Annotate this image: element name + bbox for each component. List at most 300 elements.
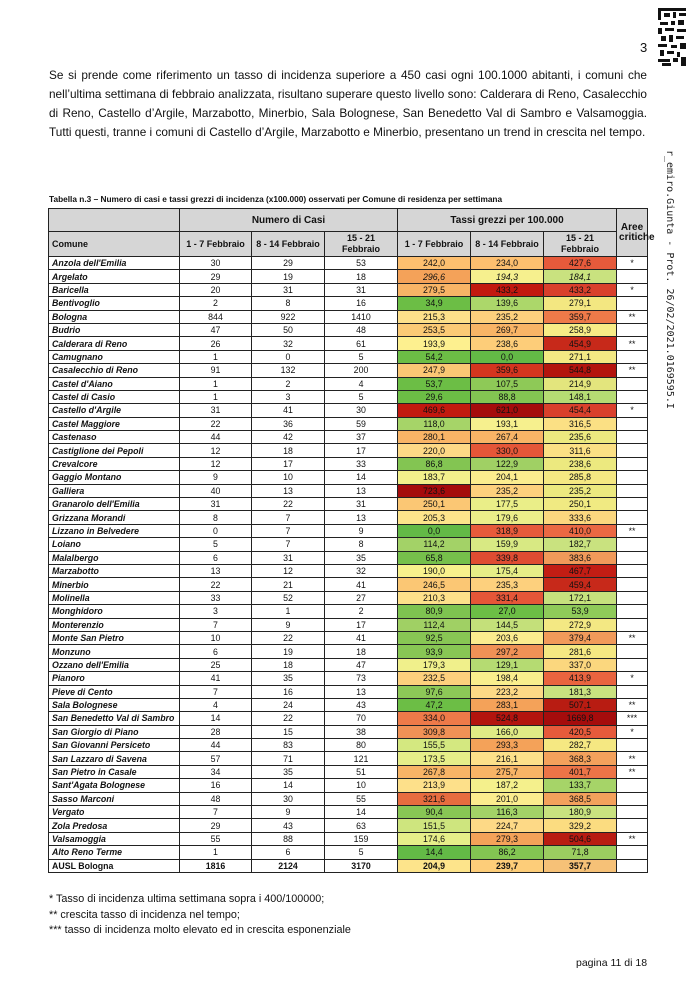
- cell-cases-week-2: 18: [252, 658, 325, 671]
- cell-cases-week-1: 20: [180, 283, 252, 296]
- cell-rate-week-3: 379,4: [544, 631, 617, 644]
- cell-comune: Calderara di Reno: [49, 337, 180, 350]
- header-rate-week-1: 1 - 7 Febbraio: [398, 232, 471, 257]
- cell-cases-week-1: 7: [180, 685, 252, 698]
- cell-rate-week-1: 220,0: [398, 444, 471, 457]
- cell-comune: Castel Maggiore: [49, 417, 180, 430]
- cell-rate-week-3: 454,4: [544, 404, 617, 417]
- cell-cases-week-2: 43: [252, 819, 325, 832]
- cell-cases-week-1: 41: [180, 672, 252, 685]
- cell-rate-week-1: 321,6: [398, 792, 471, 805]
- table-row: [49, 631, 648, 644]
- cell-rate-week-3: 272,9: [544, 618, 617, 631]
- header-cases-week-2: 8 - 14 Febbraio: [252, 232, 325, 257]
- table-row: [49, 337, 648, 350]
- cell-critical-flag: [617, 645, 648, 658]
- cell-cases-week-2: 17: [252, 457, 325, 470]
- cell-rate-week-1: 723,6: [398, 484, 471, 497]
- cell-critical-flag: [617, 685, 648, 698]
- cell-cases-week-1: 22: [180, 578, 252, 591]
- cell-rate-week-1: 118,0: [398, 417, 471, 430]
- cell-critical-flag: *: [617, 257, 648, 270]
- cell-rate-week-1: 93,9: [398, 645, 471, 658]
- cell-cases-week-3: 1410: [325, 310, 398, 323]
- cell-rate-week-2: 330,0: [471, 444, 544, 457]
- cell-comune: Crevalcore: [49, 457, 180, 470]
- table-row: [49, 257, 648, 270]
- cell-cases-week-1: 48: [180, 792, 252, 805]
- cell-rate-week-3: 53,9: [544, 605, 617, 618]
- cell-rate-week-2: 187,2: [471, 779, 544, 792]
- cell-rate-week-3: 235,2: [544, 484, 617, 497]
- cell-cases-week-2: 22: [252, 631, 325, 644]
- cell-comune: Grizzana Morandi: [49, 511, 180, 524]
- cell-rate-week-1: 267,8: [398, 765, 471, 778]
- cell-rate-week-2: 235,2: [471, 310, 544, 323]
- cell-critical-flag: *: [617, 672, 648, 685]
- cell-critical-flag: [617, 819, 648, 832]
- cell-rate-week-2: 293,3: [471, 739, 544, 752]
- cell-critical-flag: [617, 444, 648, 457]
- cell-cases-week-1: 44: [180, 431, 252, 444]
- cell-cases-week-1: 12: [180, 444, 252, 457]
- cell-comune: Valsamoggia: [49, 832, 180, 845]
- table-row: [49, 779, 648, 792]
- table-row: [49, 672, 648, 685]
- cell-cases-week-1: 57: [180, 752, 252, 765]
- cell-comune: Castenaso: [49, 431, 180, 444]
- table-row: [49, 564, 648, 577]
- cell-comune: Castel d'Aiano: [49, 377, 180, 390]
- cell-cases-week-3: 18: [325, 270, 398, 283]
- cell-cases-week-3: 3170: [325, 859, 398, 872]
- cell-rate-week-1: 34,9: [398, 297, 471, 310]
- cell-cases-week-3: 53: [325, 257, 398, 270]
- cell-critical-flag: [617, 390, 648, 403]
- cell-rate-week-1: 114,2: [398, 538, 471, 551]
- cell-comune: Monzuno: [49, 645, 180, 658]
- cell-comune: Pianoro: [49, 672, 180, 685]
- cell-rate-week-3: 410,0: [544, 524, 617, 537]
- cell-critical-flag: [617, 551, 648, 564]
- cell-rate-week-3: 467,7: [544, 564, 617, 577]
- table-row: [49, 685, 648, 698]
- cell-cases-week-1: 29: [180, 819, 252, 832]
- cell-comune: Castel di Casio: [49, 390, 180, 403]
- cell-cases-week-3: 17: [325, 444, 398, 457]
- cell-cases-week-3: 73: [325, 672, 398, 685]
- cell-cases-week-1: 1: [180, 846, 252, 859]
- cell-rate-week-2: 193,1: [471, 417, 544, 430]
- cell-cases-week-3: 31: [325, 498, 398, 511]
- cell-cases-week-1: 31: [180, 404, 252, 417]
- cell-comune: Castiglione dei Pepoli: [49, 444, 180, 457]
- cell-comune: Ozzano dell'Emilia: [49, 658, 180, 671]
- cell-cases-week-1: 55: [180, 832, 252, 845]
- intro-paragraph: Se si prende come riferimento un tasso di incidenza superiore a 450 casi ogni 100.1000 abitanti, i comuni che nell’ultima settimana di febbraio analizzata, risultano superare questo livello sono: Calderara di Reno, Casalecchio di Reno, Castello d’Argile, Marzabotto, Minerbio, Sala Bolognese, San Benedetto Val di Sambro e Valsamoggia. Tutti questi, tranne i comuni di Castello d’Argile, Marzabotto e Minerbio, presentano un trend in crescita nel tempo.: [49, 68, 647, 139]
- page-footer: pagina 11 di 18: [576, 957, 648, 969]
- cell-cases-week-2: 29: [252, 257, 325, 270]
- cell-cases-week-2: 88: [252, 832, 325, 845]
- cell-comune: Argelato: [49, 270, 180, 283]
- cell-comune: Vergato: [49, 806, 180, 819]
- cell-rate-week-2: 239,7: [471, 859, 544, 872]
- table-row: [49, 765, 648, 778]
- cell-cases-week-1: 2: [180, 297, 252, 310]
- cell-cases-week-1: 31: [180, 498, 252, 511]
- cell-rate-week-1: 247,9: [398, 364, 471, 377]
- cell-rate-week-2: 201,0: [471, 792, 544, 805]
- cell-cases-week-2: 24: [252, 698, 325, 711]
- cell-rate-week-2: 198,4: [471, 672, 544, 685]
- cell-critical-flag: [617, 859, 648, 872]
- cell-critical-flag: [617, 417, 648, 430]
- cell-rate-week-2: 235,2: [471, 484, 544, 497]
- cell-critical-flag: ***: [617, 712, 648, 725]
- cell-cases-week-2: 9: [252, 618, 325, 631]
- cell-rate-week-1: 253,5: [398, 323, 471, 336]
- cell-rate-week-3: 172,1: [544, 591, 617, 604]
- cell-rate-week-3: 413,9: [544, 672, 617, 685]
- cell-comune: Minerbio: [49, 578, 180, 591]
- cell-comune: Baricella: [49, 283, 180, 296]
- cell-cases-week-2: 16: [252, 685, 325, 698]
- note-triple-asterisk: *** tasso di incidenza molto elevato ed in crescita esponenziale: [49, 924, 351, 936]
- cell-comune: San Giovanni Persiceto: [49, 739, 180, 752]
- cell-rate-week-2: 107,5: [471, 377, 544, 390]
- cell-rate-week-1: 280,1: [398, 431, 471, 444]
- cell-rate-week-2: 175,4: [471, 564, 544, 577]
- cell-cases-week-3: 5: [325, 350, 398, 363]
- cell-critical-flag: [617, 564, 648, 577]
- cell-critical-flag: **: [617, 337, 648, 350]
- cell-rate-week-1: 204,9: [398, 859, 471, 872]
- cell-rate-week-3: 333,6: [544, 511, 617, 524]
- cell-rate-week-2: 86,2: [471, 846, 544, 859]
- cell-cases-week-2: 52: [252, 591, 325, 604]
- cell-rate-week-1: 213,9: [398, 779, 471, 792]
- cell-rate-week-3: 504,6: [544, 832, 617, 845]
- cell-rate-week-2: 234,0: [471, 257, 544, 270]
- cell-rate-week-2: 0,0: [471, 350, 544, 363]
- cell-rate-week-3: 133,7: [544, 779, 617, 792]
- cell-cases-week-1: 44: [180, 739, 252, 752]
- cell-rate-week-1: 250,1: [398, 498, 471, 511]
- table-row: [49, 792, 648, 805]
- cell-rate-week-2: 27,0: [471, 605, 544, 618]
- cell-rate-week-1: 155,5: [398, 739, 471, 752]
- cell-rate-week-2: 203,6: [471, 631, 544, 644]
- cell-cases-week-3: 27: [325, 591, 398, 604]
- cell-cases-week-3: 63: [325, 819, 398, 832]
- cell-critical-flag: [617, 270, 648, 283]
- cell-cases-week-1: 40: [180, 484, 252, 497]
- cell-critical-flag: [617, 511, 648, 524]
- cell-cases-week-1: 30: [180, 257, 252, 270]
- cell-rate-week-2: 204,1: [471, 471, 544, 484]
- cell-rate-week-2: 524,8: [471, 712, 544, 725]
- cell-comune: Sant'Agata Bolognese: [49, 779, 180, 792]
- cell-rate-week-3: 311,6: [544, 444, 617, 457]
- table-row: [49, 752, 648, 765]
- cell-cases-week-3: 13: [325, 685, 398, 698]
- cell-critical-flag: [617, 457, 648, 470]
- header-comune: Comune: [49, 232, 180, 257]
- table-row: [49, 658, 648, 671]
- cell-critical-flag: [617, 323, 648, 336]
- cell-rate-week-3: 357,7: [544, 859, 617, 872]
- cell-cases-week-2: 12: [252, 564, 325, 577]
- table-row: [49, 283, 648, 296]
- table-total-row: [49, 859, 648, 872]
- cell-rate-week-1: 179,3: [398, 658, 471, 671]
- cell-cases-week-2: 35: [252, 765, 325, 778]
- cell-rate-week-1: 0,0: [398, 524, 471, 537]
- table-row: [49, 498, 648, 511]
- table-row: [49, 605, 648, 618]
- cell-rate-week-1: 97,6: [398, 685, 471, 698]
- cell-comune: Monghidoro: [49, 605, 180, 618]
- cell-rate-week-1: 193,9: [398, 337, 471, 350]
- cell-rate-week-3: 250,1: [544, 498, 617, 511]
- cell-cases-week-2: 19: [252, 270, 325, 283]
- cell-rate-week-3: 1669,8: [544, 712, 617, 725]
- page-number: 3: [640, 40, 648, 55]
- cell-rate-week-2: 331,4: [471, 591, 544, 604]
- cell-rate-week-1: 80,9: [398, 605, 471, 618]
- cell-cases-week-2: 8: [252, 297, 325, 310]
- cell-rate-week-2: 116,3: [471, 806, 544, 819]
- cell-cases-week-2: 19: [252, 645, 325, 658]
- cell-rate-week-2: 283,1: [471, 698, 544, 711]
- protocol-stamp-text: r_emiro.Giunta - Prot. 26/02/2021.0169595.I: [664, 150, 675, 409]
- cell-comune: Bologna: [49, 310, 180, 323]
- cell-cases-week-2: 15: [252, 725, 325, 738]
- cell-critical-flag: [617, 792, 648, 805]
- cell-critical-flag: [617, 779, 648, 792]
- cell-cases-week-3: 43: [325, 698, 398, 711]
- cell-rate-week-3: 180,9: [544, 806, 617, 819]
- cell-critical-flag: *: [617, 725, 648, 738]
- cell-rate-week-1: 86,8: [398, 457, 471, 470]
- cell-comune: Malalbergo: [49, 551, 180, 564]
- cell-cases-week-1: 1: [180, 390, 252, 403]
- cell-comune: Alto Reno Terme: [49, 846, 180, 859]
- cell-rate-week-1: 210,3: [398, 591, 471, 604]
- cell-rate-week-3: 337,0: [544, 658, 617, 671]
- cell-rate-week-2: 88,8: [471, 390, 544, 403]
- cell-cases-week-3: 41: [325, 631, 398, 644]
- cell-rate-week-2: 179,6: [471, 511, 544, 524]
- cell-rate-week-1: 215,3: [398, 310, 471, 323]
- cell-comune: Lizzano in Belvedere: [49, 524, 180, 537]
- cell-critical-flag: **: [617, 364, 648, 377]
- table-notes: [49, 892, 351, 939]
- cell-critical-flag: [617, 498, 648, 511]
- header-blank: [49, 209, 180, 232]
- cell-cases-week-1: 7: [180, 618, 252, 631]
- header-rate-week-3: 15 - 21 Febbraio: [544, 232, 617, 257]
- cell-rate-week-3: 401,7: [544, 765, 617, 778]
- table-row: [49, 739, 648, 752]
- cell-rate-week-1: 296,6: [398, 270, 471, 283]
- cell-rate-week-3: 238,6: [544, 457, 617, 470]
- cell-cases-week-3: 41: [325, 578, 398, 591]
- cell-critical-flag: [617, 658, 648, 671]
- cell-cases-week-3: 70: [325, 712, 398, 725]
- cell-critical-flag: **: [617, 752, 648, 765]
- cell-cases-week-3: 14: [325, 806, 398, 819]
- table-row: [49, 431, 648, 444]
- cell-rate-week-2: 223,2: [471, 685, 544, 698]
- table-row: [49, 417, 648, 430]
- cell-cases-week-3: 8: [325, 538, 398, 551]
- cell-cases-week-1: 5: [180, 538, 252, 551]
- cell-cases-week-3: 48: [325, 323, 398, 336]
- cell-rate-week-2: 621,0: [471, 404, 544, 417]
- cell-comune: Marzabotto: [49, 564, 180, 577]
- cell-rate-week-1: 47,2: [398, 698, 471, 711]
- qr-code: [658, 8, 686, 66]
- cell-rate-week-2: 129,1: [471, 658, 544, 671]
- table-row: [49, 819, 648, 832]
- cell-critical-flag: [617, 350, 648, 363]
- cell-rate-week-3: 71,8: [544, 846, 617, 859]
- cell-cases-week-1: 10: [180, 631, 252, 644]
- cell-cases-week-3: 33: [325, 457, 398, 470]
- cell-cases-week-1: 1: [180, 377, 252, 390]
- cell-cases-week-3: 9: [325, 524, 398, 537]
- header-rates-group: Tassi grezzi per 100.000: [398, 209, 617, 232]
- cell-cases-week-1: 12: [180, 457, 252, 470]
- cell-rate-week-1: 29,6: [398, 390, 471, 403]
- table-row: [49, 484, 648, 497]
- cell-comune: AUSL Bologna: [49, 859, 180, 872]
- cell-cases-week-3: 51: [325, 765, 398, 778]
- cell-cases-week-3: 200: [325, 364, 398, 377]
- cell-rate-week-3: 329,2: [544, 819, 617, 832]
- cell-cases-week-1: 6: [180, 551, 252, 564]
- cell-critical-flag: [617, 431, 648, 444]
- cell-comune: San Benedetto Val di Sambro: [49, 712, 180, 725]
- cell-cases-week-2: 32: [252, 337, 325, 350]
- cell-comune: Monte San Pietro: [49, 631, 180, 644]
- incidence-table: [48, 208, 655, 873]
- cell-rate-week-3: 454,9: [544, 337, 617, 350]
- cell-rate-week-3: 182,7: [544, 538, 617, 551]
- cell-comune: Bentivoglio: [49, 297, 180, 310]
- cell-cases-week-3: 30: [325, 404, 398, 417]
- cell-cases-week-1: 26: [180, 337, 252, 350]
- cell-critical-flag: [617, 297, 648, 310]
- cell-cases-week-3: 13: [325, 511, 398, 524]
- cell-rate-week-2: 267,4: [471, 431, 544, 444]
- cell-cases-week-3: 37: [325, 431, 398, 444]
- cell-rate-week-1: 183,7: [398, 471, 471, 484]
- table-row: [49, 645, 648, 658]
- cell-critical-flag: **: [617, 698, 648, 711]
- cell-comune: Anzola dell'Emilia: [49, 257, 180, 270]
- cell-cases-week-2: 21: [252, 578, 325, 591]
- cell-critical-flag: **: [617, 832, 648, 845]
- cell-cases-week-3: 16: [325, 297, 398, 310]
- cell-rate-week-3: 258,9: [544, 323, 617, 336]
- cell-cases-week-3: 10: [325, 779, 398, 792]
- cell-cases-week-2: 18: [252, 444, 325, 457]
- cell-cases-week-3: 61: [325, 337, 398, 350]
- cell-rate-week-2: 224,7: [471, 819, 544, 832]
- cell-critical-flag: **: [617, 524, 648, 537]
- table-row: [49, 832, 648, 845]
- cell-rate-week-1: 190,0: [398, 564, 471, 577]
- cell-rate-week-1: 242,0: [398, 257, 471, 270]
- cell-rate-week-3: 507,1: [544, 698, 617, 711]
- cell-cases-week-3: 5: [325, 390, 398, 403]
- cell-rate-week-3: 235,6: [544, 431, 617, 444]
- cell-rate-week-1: 279,5: [398, 283, 471, 296]
- cell-cases-week-3: 59: [325, 417, 398, 430]
- cell-cases-week-3: 18: [325, 645, 398, 658]
- cell-comune: Loiano: [49, 538, 180, 551]
- cell-cases-week-3: 159: [325, 832, 398, 845]
- cell-rate-week-3: 316,5: [544, 417, 617, 430]
- cell-cases-week-1: 9: [180, 471, 252, 484]
- cell-rate-week-1: 151,5: [398, 819, 471, 832]
- cell-cases-week-1: 7: [180, 806, 252, 819]
- cell-cases-week-3: 38: [325, 725, 398, 738]
- cell-critical-flag: *: [617, 283, 648, 296]
- cell-cases-week-1: 25: [180, 658, 252, 671]
- cell-rate-week-1: 309,8: [398, 725, 471, 738]
- table-row: [49, 551, 648, 564]
- table-caption: Tabella n.3 – Numero di casi e tassi grezzi di incidenza (x100.000) osservati per Comune di residenza per settimana: [49, 194, 503, 204]
- cell-critical-flag: [617, 538, 648, 551]
- cell-rate-week-2: 235,3: [471, 578, 544, 591]
- cell-cases-week-1: 0: [180, 524, 252, 537]
- cell-rate-week-3: 285,8: [544, 471, 617, 484]
- cell-cases-week-3: 17: [325, 618, 398, 631]
- cell-critical-flag: [617, 377, 648, 390]
- cell-rate-week-2: 216,1: [471, 752, 544, 765]
- cell-rate-week-1: 54,2: [398, 350, 471, 363]
- cell-rate-week-3: 214,9: [544, 377, 617, 390]
- cell-rate-week-2: 194,3: [471, 270, 544, 283]
- table-row: [49, 511, 648, 524]
- cell-rate-week-2: 238,6: [471, 337, 544, 350]
- table-row: [49, 297, 648, 310]
- cell-cases-week-2: 42: [252, 431, 325, 444]
- cell-cases-week-2: 0: [252, 350, 325, 363]
- cell-cases-week-3: 2: [325, 605, 398, 618]
- cell-comune: Casalecchio di Reno: [49, 364, 180, 377]
- cell-comune: San Giorgio di Piano: [49, 725, 180, 738]
- cell-rate-week-3: 279,1: [544, 297, 617, 310]
- cell-cases-week-3: 4: [325, 377, 398, 390]
- cell-rate-week-3: 282,7: [544, 739, 617, 752]
- cell-rate-week-3: 368,3: [544, 752, 617, 765]
- cell-comune: Molinella: [49, 591, 180, 604]
- cell-rate-week-1: 205,3: [398, 511, 471, 524]
- cell-rate-week-2: 177,5: [471, 498, 544, 511]
- cell-cases-week-2: 10: [252, 471, 325, 484]
- cell-cases-week-3: 55: [325, 792, 398, 805]
- table-row: [49, 846, 648, 859]
- cell-rate-week-2: 166,0: [471, 725, 544, 738]
- cell-cases-week-1: 33: [180, 591, 252, 604]
- cell-cases-week-3: 32: [325, 564, 398, 577]
- cell-critical-flag: *: [617, 404, 648, 417]
- cell-cases-week-2: 132: [252, 364, 325, 377]
